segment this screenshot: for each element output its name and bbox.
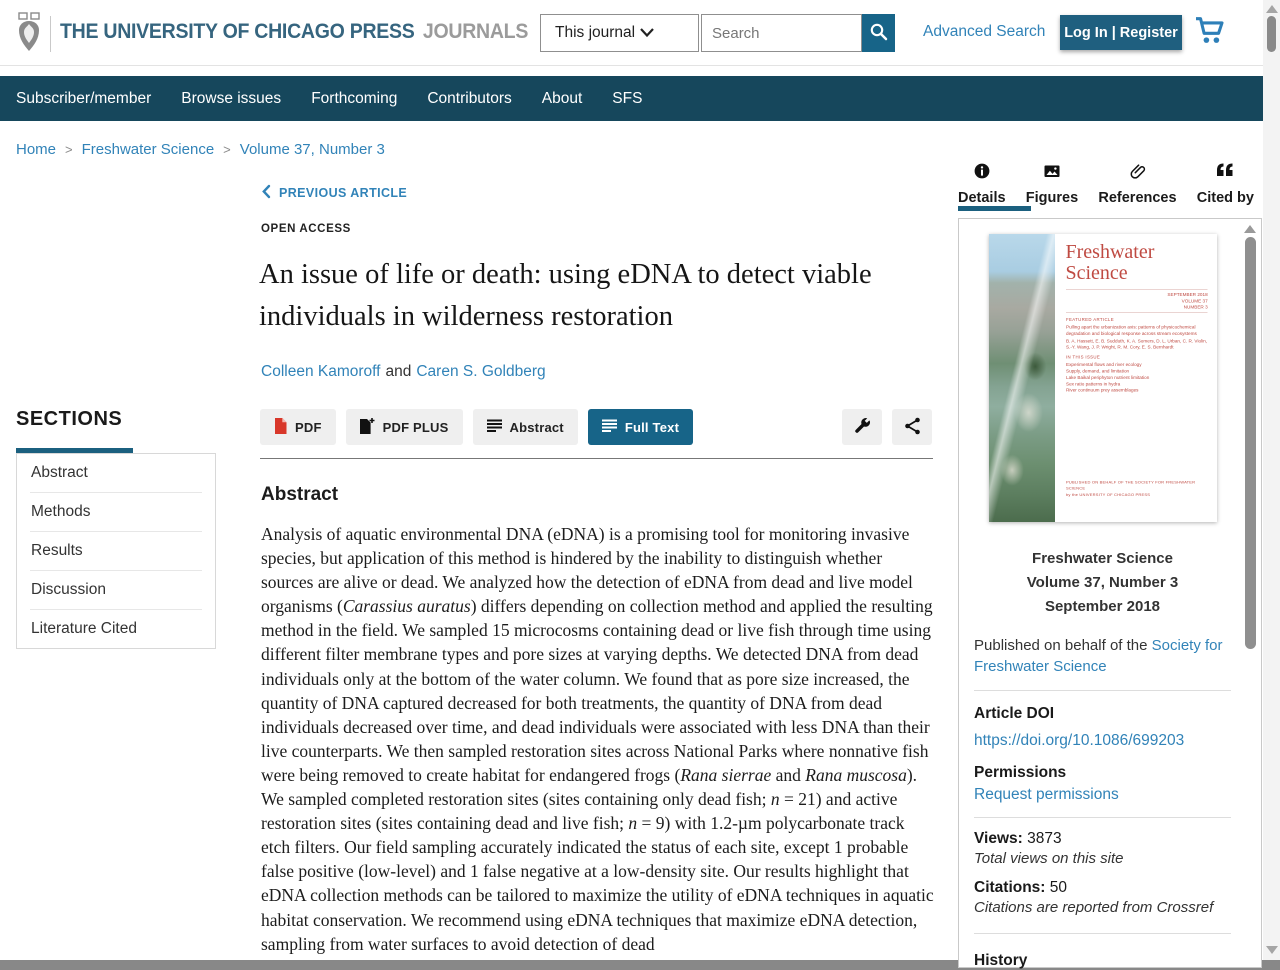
cover-issue-item: Lake Baikal periphyton nutrient limitation: [1065, 374, 1149, 381]
article-toolbar: [260, 409, 932, 445]
panel-scrollbar-thumb[interactable]: [1245, 237, 1256, 649]
university-crest-icon: [14, 12, 44, 57]
breadcrumb-separator: >: [223, 142, 231, 157]
full-text-button-label: Full Text: [624, 419, 680, 435]
open-access-badge: OPEN ACCESS: [261, 223, 351, 235]
sections-item-discussion[interactable]: Discussion: [30, 570, 202, 609]
scroll-up-arrow-icon[interactable]: [1244, 225, 1256, 233]
journal-cover[interactable]: [989, 234, 1217, 522]
sections-item-methods[interactable]: Methods: [30, 492, 202, 531]
citations-value: 50: [1049, 879, 1068, 896]
journal-date: September 2018: [1044, 598, 1161, 615]
cover-issue-item: River continuum prey assemblages: [1065, 387, 1138, 393]
panel-scrollbar[interactable]: [1243, 223, 1257, 961]
search-scope-dropdown[interactable]: [540, 14, 699, 52]
citations-metric: [974, 879, 1231, 897]
nav-item-subscriber-member[interactable]: Subscriber/member: [16, 89, 152, 107]
permissions-label: Permissions: [974, 764, 1067, 781]
info-icon: [974, 163, 990, 184]
quote-icon: [1216, 163, 1234, 184]
published-on-behalf-note: [974, 635, 1231, 677]
previous-article-label: PREVIOUS ARTICLE: [279, 186, 408, 200]
wrench-icon: [853, 417, 871, 438]
journal-volume: Volume 37, Number 3: [1026, 574, 1179, 591]
views-note: Total views on this site: [974, 850, 1124, 867]
site-logo[interactable]: [60, 20, 528, 44]
pdf-plus-button[interactable]: [346, 409, 463, 445]
tab-details[interactable]: [958, 163, 1006, 206]
pdf-button[interactable]: [260, 409, 336, 445]
sections-sidebar: [16, 408, 216, 649]
sections-list: [16, 453, 216, 649]
cover-in-this-issue-label: IN THIS ISSUE: [1065, 354, 1100, 360]
breadcrumb: [16, 141, 385, 158]
doi-link[interactable]: https://doi.org/10.1086/699203: [974, 732, 1185, 749]
cover-issue-number: NUMBER 3: [1183, 304, 1208, 310]
panel-divider: [974, 690, 1231, 691]
breadcrumb-home[interactable]: Home: [16, 141, 57, 158]
abstract-heading: Abstract: [261, 484, 339, 505]
nav-item-about[interactable]: About: [541, 89, 583, 107]
citations-note: Citations are reported from Crossref: [974, 899, 1214, 916]
cover-issue-item: Sex ratio patterns in hydra: [1065, 381, 1120, 387]
tab-references[interactable]: [1098, 163, 1176, 206]
cover-issue-date: SEPTEMBER 2018: [1166, 291, 1208, 298]
pdf-icon: [274, 418, 287, 437]
cover-featured-label: FEATURED ARTICLE: [1065, 316, 1114, 323]
tab-cited-by[interactable]: [1197, 163, 1254, 206]
pdf-plus-icon: [360, 418, 375, 437]
primary-nav: [0, 76, 1263, 121]
tab-cited-by-label: Cited by: [1196, 190, 1254, 206]
tab-details-label: Details: [958, 190, 1006, 206]
details-panel: [958, 218, 1262, 968]
panel-divider: [974, 933, 1231, 934]
cover-issue-item: Experimental flows and river ecology: [1065, 362, 1142, 368]
cover-fine-print: [1066, 289, 1208, 498]
full-text-button[interactable]: [588, 409, 693, 445]
abstract-button-label: Abstract: [509, 419, 564, 435]
views-metric: [974, 830, 1231, 848]
list-icon: [487, 419, 502, 436]
article-info-tabs: [958, 163, 1254, 206]
pdf-plus-button-label: PDF PLUS: [382, 419, 449, 435]
sections-title: SECTIONS: [16, 408, 123, 430]
sections-item-abstract[interactable]: Abstract: [31, 464, 88, 481]
journal-meta: [974, 547, 1231, 619]
views-value: 3873: [1027, 830, 1062, 847]
citations-label: Citations:: [974, 879, 1046, 896]
society-link[interactable]: Society for Freshwater Science: [974, 637, 1223, 675]
previous-article-link[interactable]: [262, 185, 407, 201]
request-permissions-link[interactable]: Request permissions: [974, 786, 1119, 803]
cart-icon[interactable]: [1194, 14, 1226, 51]
search-button[interactable]: [862, 14, 895, 52]
author-link-1[interactable]: Colleen Kamoroff: [261, 363, 381, 380]
logo-title: THE UNIVERSITY OF CHICAGO PRESS: [60, 20, 415, 43]
search-scope-value: This journal: [555, 24, 636, 41]
advanced-search-link[interactable]: Advanced Search: [923, 23, 1046, 40]
logo-suffix: JOURNALS: [422, 20, 529, 43]
tab-figures-label: Figures: [1025, 190, 1079, 206]
page-scrollbar[interactable]: [1263, 0, 1280, 960]
breadcrumb-issue[interactable]: Volume 37, Number 3: [239, 141, 385, 158]
nav-item-contributors[interactable]: Contributors: [427, 89, 512, 107]
page-scrollbar-thumb[interactable]: [1267, 16, 1276, 52]
chevron-left-icon: [262, 185, 270, 201]
cover-text-area: [1055, 234, 1217, 522]
sections-item-literature-cited[interactable]: Literature Cited: [30, 609, 202, 648]
image-icon: [1044, 163, 1060, 184]
panel-divider: [974, 817, 1231, 818]
cover-journal-title: Freshwater Science: [1065, 241, 1155, 284]
active-tab-underline: [958, 206, 1031, 211]
nav-item-forthcoming[interactable]: Forthcoming: [311, 89, 398, 107]
journal-name: Freshwater Science: [1032, 550, 1173, 567]
link-icon: [1129, 163, 1145, 184]
article-title: An issue of life or death: using eDNA to detect viable individuals in wilderness restoration: [259, 259, 872, 332]
cover-photo: [989, 234, 1055, 522]
search-icon: [869, 22, 888, 44]
author-link-2[interactable]: Caren S. Goldberg: [416, 363, 546, 380]
tools-button[interactable]: [842, 409, 882, 445]
share-icon: [904, 417, 921, 438]
author-list: [261, 363, 546, 381]
login-register-button[interactable]: Log In | Register: [1060, 15, 1182, 50]
abstract-paragraph: Analysis of aquatic environmental DNA (eDNA) is a promising tool for monitoring invasive species, but application of this method is hindered by the inability to distinguish whether sources are alive or dead. We analyzed how the detection of eDNA from dead and live model organisms (Carassius auratus) differs depending on collection method and applied the resulting method in the field. We sampled 15 microcosms containing dead or live fish through time using different filter membrane types and pore sizes at varying depths. We detected DNA from dead individuals only at the bottom of the water column. We found that as pore size increased, the quantity of DNA captured decreased for both treatments, the quantity of DNA from dead individuals decreased over time, and dead individuals were associated with less DNA than their live counterparts. We then sampled restoration sites across National Parks where nonnative fish were being removed to create habitat for endangered frogs (Rana sierrae and Rana muscosa). We sampled completed restoration sites (sites containing only dead fish; n = 21) and active restoration sites (sites containing dead and live fish; n = 9) with 1.2-µm polycarbonate track etch filters. Our field sampling accurately indicated the status of each site, except 1 probable false positive (low-level) and 1 false negative at a low-density site. Our results highlight that eDNA collection methods can be tailored to maximize the utility of eDNA techniques in aquatic habitat conservation. We recommend using eDNA techniques that maximize eDNA detection, sampling from water surfaces to avoid detection of dead: [261, 524, 934, 954]
share-button[interactable]: [892, 409, 932, 445]
published-prefix: Published on behalf of the: [974, 637, 1148, 654]
cover-issue-item: Supply, demand, and limitation: [1065, 368, 1129, 374]
article-divider: [260, 458, 933, 459]
doi-label: Article DOI: [974, 705, 1055, 722]
author-conjunction: and: [385, 363, 412, 380]
list-icon: [602, 419, 617, 436]
cover-footer: PUBLISHED ON BEHALF OF THE SOCIETY FOR FRESHWATER SCIENCE by the UNIVERSITY OF CHICAGO PRESS: [1065, 480, 1195, 498]
breadcrumb-separator: >: [65, 142, 73, 157]
pdf-button-label: PDF: [295, 419, 322, 435]
nav-item-sfs[interactable]: SFS: [612, 89, 643, 107]
cover-featured-authors: B. A. Hassett, E. B. Sudduth, K. A. Somers, D. L. Urban, C. R. Violin, S.-Y. Wang, J. P. Wright, R. M. Cory, E. S. Bernhardt: [1065, 338, 1207, 350]
cover-featured-title: Pulling apart the urbanization axis: patterns of physicochemical degradation and biological response across stream ecosystems: [1065, 324, 1197, 336]
sections-item-results[interactable]: Results: [30, 531, 202, 570]
nav-item-browse-issues[interactable]: Browse issues: [181, 89, 282, 107]
top-header: [0, 0, 1263, 66]
cover-issue-volume: VOLUME 37: [1181, 298, 1208, 304]
scroll-up-arrow-icon[interactable]: [1266, 5, 1278, 13]
scroll-down-arrow-icon[interactable]: [1266, 946, 1278, 954]
views-label: Views:: [974, 830, 1023, 847]
chevron-down-icon: [635, 24, 654, 42]
breadcrumb-journal[interactable]: Freshwater Science: [81, 141, 215, 158]
history-label: History: [974, 952, 1028, 969]
abstract-button[interactable]: [473, 409, 578, 445]
tab-references-label: References: [1098, 190, 1177, 206]
tab-figures[interactable]: [1026, 163, 1078, 206]
brand-divider: [50, 16, 51, 52]
search-input[interactable]: [701, 14, 862, 52]
